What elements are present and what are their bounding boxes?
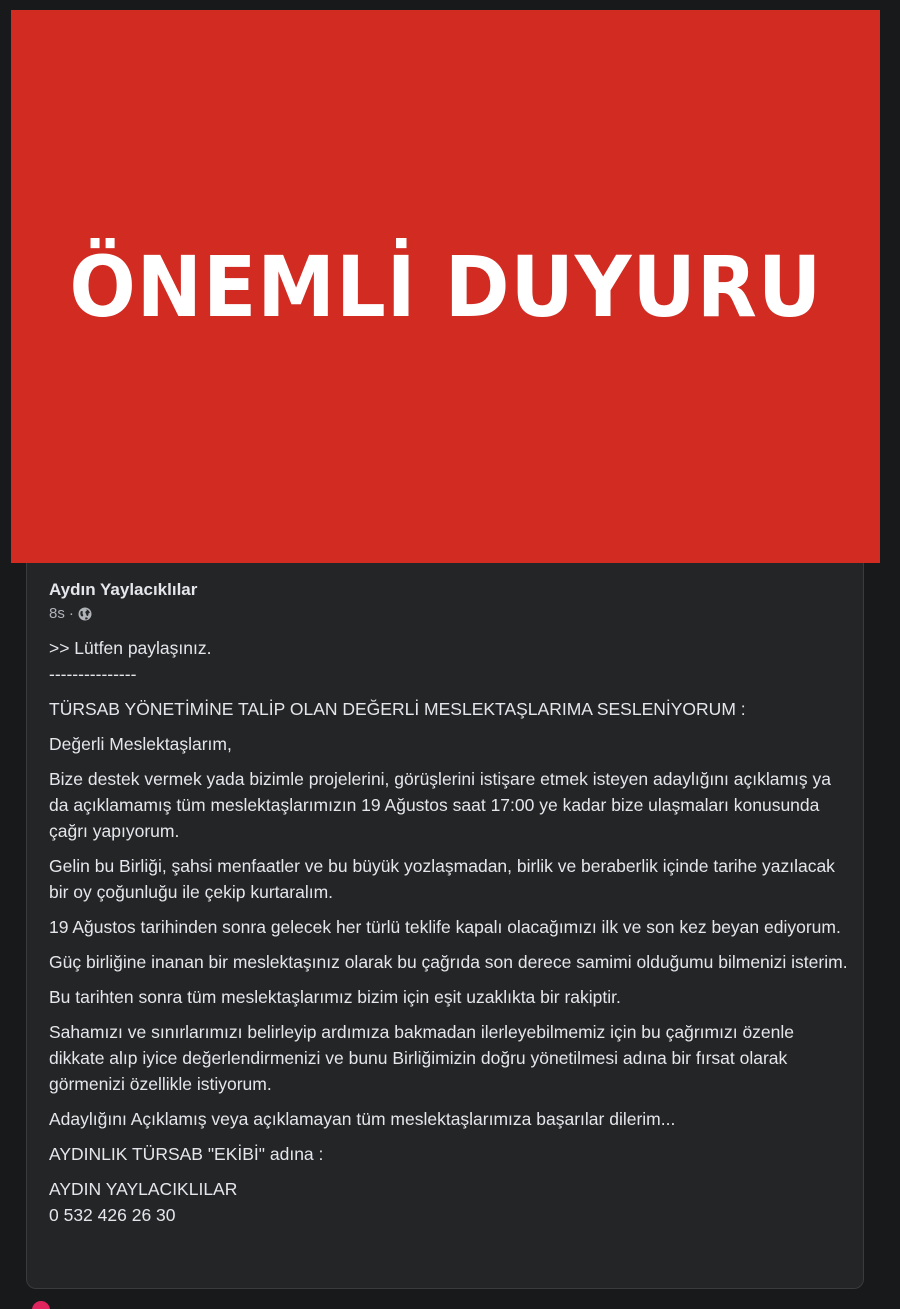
post-paragraph: AYDINLIK TÜRSAB "EKİBİ" adına :: [49, 1144, 324, 1164]
announcement-banner-image[interactable]: [11, 10, 880, 563]
post-card: [26, 563, 864, 1289]
post-timestamp[interactable]: 8s: [49, 605, 65, 622]
post-paragraph: Bu tarihten sonra tüm meslektaşlarımız bizim için eşit uzaklıkta bir rakiptir.: [49, 987, 621, 1007]
post-paragraph: Değerli Meslektaşlarım,: [49, 734, 232, 754]
post-meta: [49, 605, 197, 623]
post-paragraph: TÜRSAB YÖNETİMİNE TALİP OLAN DEĞERLİ MESLEKTAŞLARIMA SESLENİYORUM :: [49, 699, 746, 719]
post-paragraph: Adaylığını Açıklamış veya açıklamayan tüm meslektaşlarımıza başarılar dilerim...: [49, 1109, 676, 1129]
author-name[interactable]: Aydın Yaylacıklılar: [49, 580, 198, 599]
post-paragraph: 19 Ağustos tarihinden sonra gelecek her türlü teklife kapalı olacağımızı ilk ve son kez beyan ediyorum.: [49, 917, 841, 937]
post-body: [49, 635, 849, 1228]
post-paragraph: Güç birliğine inanan bir meslektaşınız olarak bu çağrıda son derece samimi olduğumu bilmenizi isterim.: [49, 952, 848, 972]
globe-icon[interactable]: [78, 607, 92, 621]
post-header: [49, 579, 197, 623]
banner-title: ÖNEMLİ DUYURU: [69, 237, 822, 336]
post-signature: AYDIN YAYLACIKLILAR 0 532 426 26 30: [49, 1179, 238, 1225]
reaction-icon[interactable]: [32, 1301, 50, 1309]
post-paragraph: Bize destek vermek yada bizimle projelerini, görüşlerini istişare etmek isteyen adaylığını açıklamış ya da açıklamamış tüm meslektaşlarımızın 19 Ağustos saat 17:00 ye kadar bize ulaşmaları konusunda çağrı yapıyorum.: [49, 769, 831, 841]
meta-separator: ·: [68, 605, 74, 622]
post-paragraph: >> Lütfen paylaşınız. ---------------: [49, 638, 212, 684]
post-paragraph: Gelin bu Birliği, şahsi menfaatler ve bu büyük yozlaşmadan, birlik ve beraberlik içinde tarihe yazılacak bir oy çoğunluğu ile çekip kurtaralım.: [49, 856, 835, 902]
post-paragraph: Sahamızı ve sınırlarımızı belirleyip ardımıza bakmadan ilerleyebilmemiz için bu çağrımızı özenle dikkate alıp iyice değerlendirmenizi ve bunu Birliğimizin doğru yönetilmesi adına bir fırsat olarak görmenizi özellikle istiyorum.: [49, 1022, 795, 1094]
